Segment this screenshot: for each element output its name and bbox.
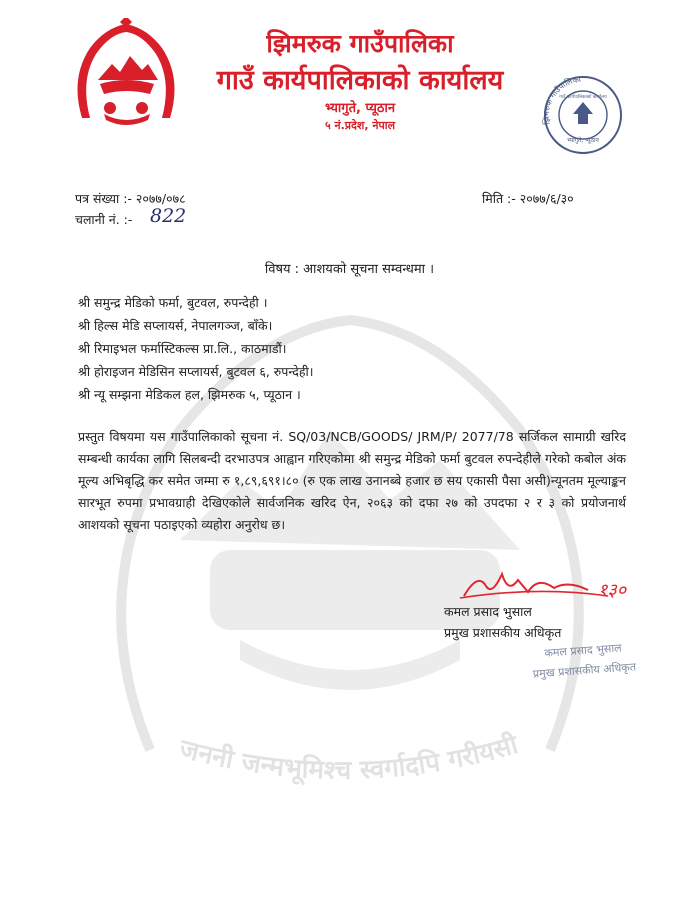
svg-text:जननी जन्मभूमिश्च स्वर्गादपि गर: जननी जन्मभूमिश्च स्वर्गादपि गरीयसी — [176, 729, 522, 786]
letterhead-municipality-name: झिमरुक गाउँपालिका — [266, 29, 454, 58]
recipient-line: श्री होराइजन मेडिसिन सप्लायर्स, बुटवल ६, रुपन्देही। — [78, 364, 314, 379]
letter-subject: विषय : आशयको सूचना सम्वन्धमा । — [264, 262, 435, 277]
recipient-line: श्री रिमाइभल फर्मास्टिकल्स प्रा.लि., काठमाडौं। — [78, 341, 287, 356]
letterhead-address: भ्यागुते, प्यूठान — [324, 101, 396, 116]
signatory-name: कमल प्रसाद भुसाल — [444, 604, 532, 619]
recipient-line: श्री हिल्स मेडि सप्लायर्स, नेपालगञ्ज, बाँके। — [78, 318, 273, 333]
recipient-line: श्री समुन्द्र मेडिको फर्मा, बुटवल, रुपन्देही । — [78, 295, 268, 310]
dispatch-number-label: चलानी नं. :- — [75, 212, 133, 227]
nepal-emblem-logo — [70, 18, 182, 130]
letter-number: पत्र संख्या :- २०७७/०७८ — [75, 191, 186, 206]
office-seal-stamp — [540, 72, 626, 158]
recipient-line: श्री न्यू सम्झना मेडिकल हल, झिमरुक ५, प्यूठान । — [78, 387, 301, 402]
svg-text:झिमरुक गाउँपालिका: झिमरुक गाउँपालिका — [541, 74, 582, 125]
letterhead-province: ५ नं.प्रदेश, नेपाल — [324, 119, 396, 132]
letterhead-office-name: गाउँ कार्यपालिकाको कार्यालय — [216, 65, 504, 96]
svg-text:१३०: १३० — [598, 580, 627, 601]
dispatch-number-handwritten: 822 — [150, 205, 187, 227]
letter-date: मिति :- २०७७/६/३० — [482, 191, 574, 206]
svg-text:भ्यागुते, प्यूठान: भ्यागुते, प्यूठान — [567, 137, 599, 144]
letter-body: प्रस्तुत विषयमा यस गाउँपालिकाको सूचना नं. SQ/03/NCB/GOODS/ JRM/P/ 2077/78 सर्जिकल सामाग्री खरिद सम्बन्धी कार्यका लागि सिलबन्दी दरभाउपत्र आह्वान गरिएकोमा श्री समुन्द्र मेडिको फर्मा बुटवल रुपन्देहीले गरेको कबोल अंक मूल्य अभिबृद्धि कर समेत जम्मा रु १,८९,६९१।८० (रु एक लाख उनानब्बे हजार छ सय एकासी पैसा असी)न्यूनतम मूल्याङ्कन सारभूत रुपमा प्रभावग्राही देखिएकोले सार्वजनिक खरिद ऐन, २०६३ को दफा २७ को उपदफा २ र ३ को प्रयोजनार्थ आशयको सूचना पठाइएको व्यहोरा अनुरोध छ। — [78, 429, 626, 532]
signatory-stamp — [517, 636, 652, 691]
svg-text:गाउँ कार्यपालिकाको कार्यालय: गाउँ कार्यपालिकाको कार्यालय — [559, 95, 607, 100]
stamp-title: प्रमुख प्रशासकीय अधिकृत — [532, 660, 637, 681]
watermark-motto — [168, 716, 548, 806]
signatory-title: प्रमुख प्रशासकीय अधिकृत — [444, 625, 562, 640]
handwritten-signature — [458, 566, 648, 606]
stamp-name: कमल प्रसाद भुसाल — [544, 641, 623, 660]
